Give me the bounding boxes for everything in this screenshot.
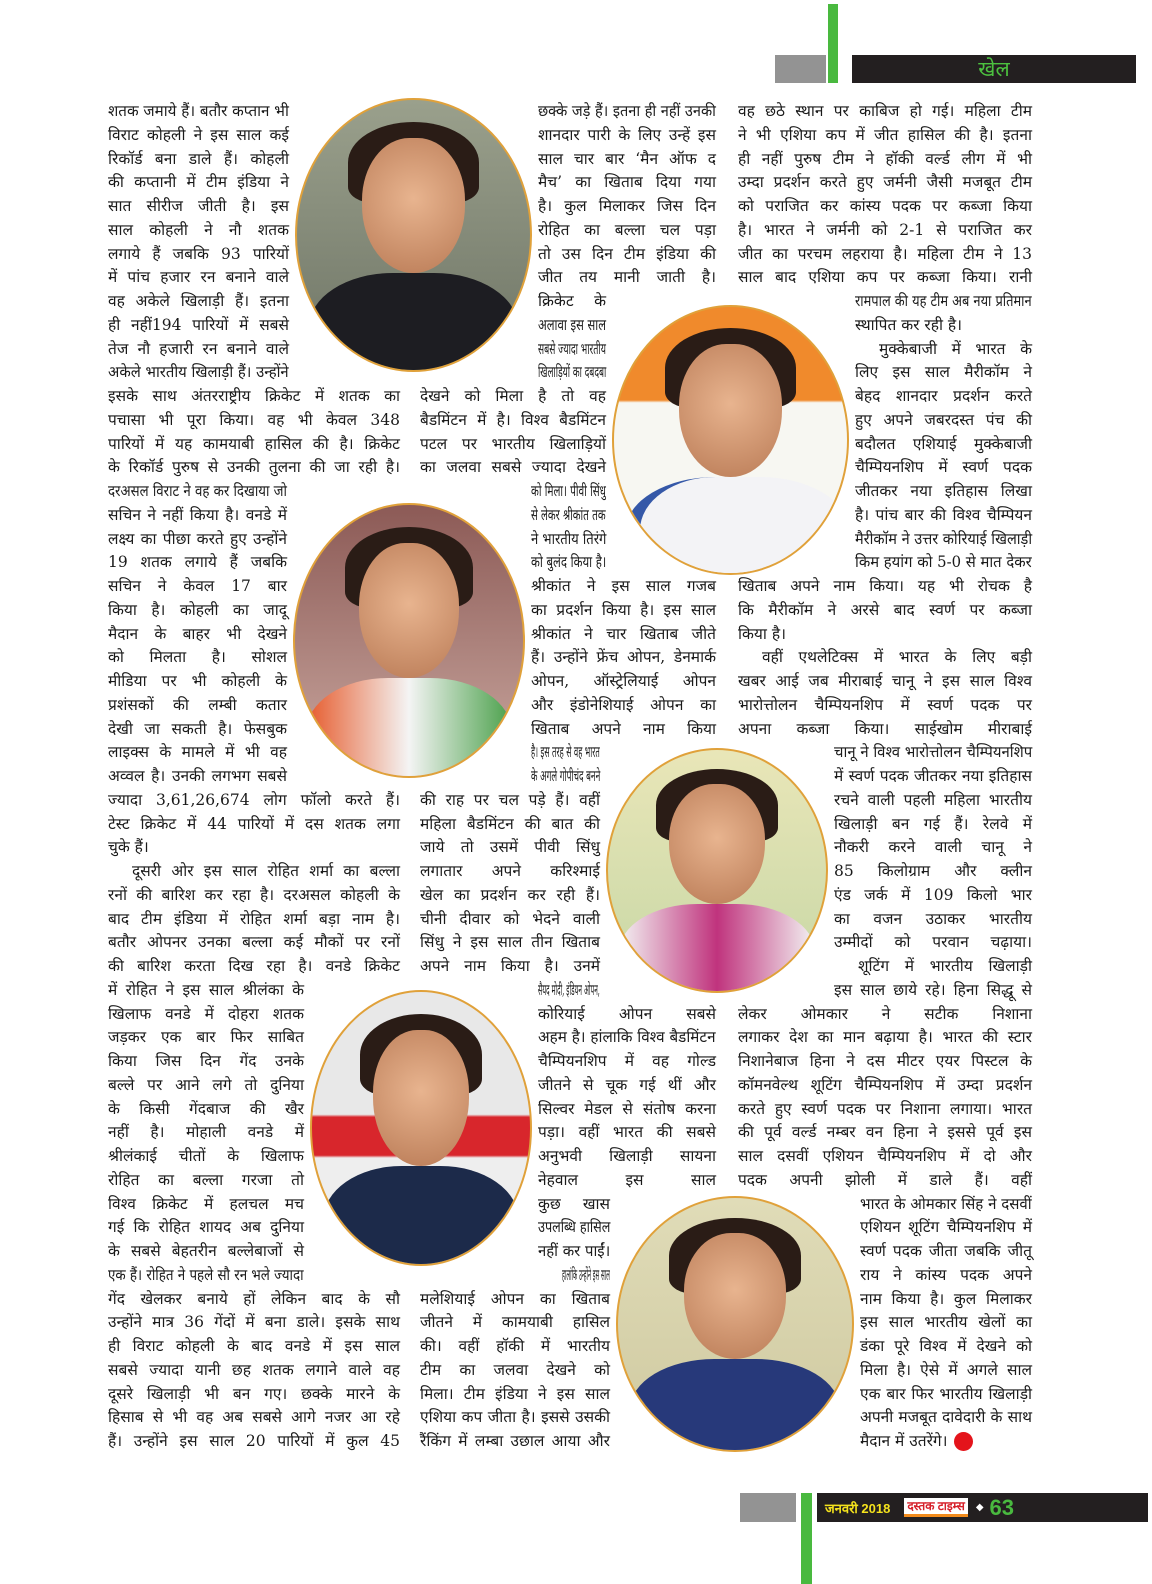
article-line: सबसे ज्यादा यानी छह शतक लगाने वाले वह	[108, 1360, 400, 1379]
article-line: कोरियाई ओपन सबसे	[538, 1004, 716, 1023]
article-line: के सबसे बेहतरीन बल्लेबाजों से	[108, 1242, 304, 1260]
article-line: जीतने से चूक गई थीं और	[538, 1075, 716, 1094]
article-line: किया जिस दिन गेंद उनके	[108, 1052, 304, 1070]
athlete-photo-pistol-shooter	[616, 1196, 854, 1452]
article-line: नौकरी करने वाली चानू ने	[834, 838, 1032, 857]
article-line: की पूर्व वर्ल्ड नम्बर वन हिना ने इससे पूर्व इस	[738, 1123, 1032, 1142]
article-line: भारत के ओमकार सिंह ने दसवीं	[860, 1194, 1032, 1213]
photo-body	[619, 904, 815, 993]
article-line: एक बार फिर भारतीय खिलाड़ी	[860, 1384, 1032, 1403]
article-end-dot	[954, 1432, 973, 1451]
article-line: किया है। कोहली का जादू	[108, 600, 287, 619]
article-line: बैडमिंटन में है। विश्व बैडमिंटन	[420, 410, 606, 429]
header-gray-block	[775, 55, 826, 83]
article-line: चीनी दीवार को भेदने वाली	[420, 909, 600, 928]
article-line: मैदान में उतरेंगे।	[860, 1432, 948, 1450]
article-line: पारियों में यह कामयाबी हासिल की है। क्रिकेट	[108, 434, 400, 453]
article-line: मीडिया पर भी कोहली के	[108, 672, 287, 690]
article-line: साल बाद एशिया कप पर कब्जा किया। रानी	[738, 268, 1032, 287]
article-line: पटल पर भारतीय खिलाड़ियों	[420, 434, 606, 453]
article-line: खबर आई जब मीराबाई चानू ने इस साल विश्व	[738, 672, 1032, 690]
article-line: नहीं कर पाईं।	[538, 1242, 611, 1260]
article-line: इस साल छाये रहे। हिना सिद्धू से	[834, 980, 1032, 999]
article-line: श्रीकांत ने चार खिताब जीते	[531, 624, 716, 643]
article-line: रोहित का बल्ला चल पड़ा	[538, 220, 716, 239]
article-line: खिलाड़ियों का दबदबा	[538, 363, 607, 382]
article-line: लगाकर देश का मान बढ़ाया है। भारत की स्टार	[738, 1028, 1032, 1047]
article-line: जीत तय मानी जाती है।	[538, 268, 716, 287]
article-line: है। इस तरह से वह भारत	[531, 743, 600, 762]
article-line: रनों की बारिश कर रहा है। दरअसल कोहली के	[108, 885, 400, 904]
article-line: बल्ले पर आने लगे तो दुनिया	[108, 1075, 304, 1094]
article-line: जीतने में कामयाबी हासिल	[420, 1313, 610, 1332]
article-line: दूसरे खिलाड़ी भी बन गए। छक्के मारने के	[108, 1384, 400, 1403]
article-line: हिसाब से भी वह अब सबसे आगे नजर आ रहे	[108, 1408, 400, 1427]
article-line: छक्के जड़े हैं। इतना ही नहीं उनकी	[538, 102, 716, 120]
article-line: मैरीकॉम ने उत्तर कोरियाई खिलाड़ी	[855, 529, 1033, 548]
article-line: किया है।	[738, 624, 786, 643]
article-line: सैयद मोदी, इंडियन ओपन,	[538, 980, 600, 999]
article-line: को पराजित कर कांस्य पदक पर कब्जा किया	[738, 197, 1032, 215]
athlete-photo-badminton-player	[295, 98, 532, 372]
article-line: मुक्केबाजी में भारत के	[879, 339, 1032, 358]
article-line: बेहद शानदार प्रदर्शन करते	[855, 387, 1032, 405]
article-line: कॉमनवेल्थ शूटिंग चैम्पियनशिप में उम्दा प्रदर्शन	[738, 1075, 1032, 1094]
article-line: किम हयांग को 5-0 से मात देकर	[855, 553, 1032, 572]
article-line: हैं। उन्होंने फ्रेंच ओपन, डेनमार्क	[531, 648, 716, 667]
article-line: हुए अपने जबरदस्त पंच की	[855, 410, 1032, 429]
article-line: ओपन, ऑस्ट्रेलियाई ओपन	[531, 672, 716, 690]
article-line: शानदार पारी के लिए उन्हें इस	[538, 125, 716, 144]
article-line: से लेकर श्रीकांत तक	[531, 505, 606, 524]
article-line: का प्रदर्शन किया है। इस साल	[531, 600, 716, 619]
photo-body	[306, 678, 511, 778]
article-line: पड़ा। वहीं भारत की सबसे	[538, 1123, 716, 1142]
magazine-logo: दस्तक टाइम्स	[904, 1498, 968, 1517]
article-line: का वजन उठाकर भारतीय	[834, 909, 1032, 928]
article-line: रैंकिंग में लम्बा उछाल आया और	[420, 1432, 610, 1450]
article-line: सात सीरीज जीती है। इस	[108, 197, 289, 215]
article-line: सबसे ज्यादा भारतीय	[538, 339, 606, 358]
athlete-photo-weightlifter	[606, 748, 828, 993]
article-line: राय ने कांस्य पदक अपने	[860, 1265, 1032, 1284]
article-line: खिताब अपने नाम किया। यह भी रोचक है	[738, 577, 1032, 595]
photo-face	[362, 138, 465, 273]
article-line: देखी जा सकती है। फेसबुक	[108, 719, 287, 738]
article-line: खिलाफ वनडे में दोहरा शतक	[108, 1004, 304, 1023]
article-line: शतक जमाये हैं। बतौर कप्तान भी	[108, 102, 289, 120]
article-line: लिए इस साल मैरीकॉम ने	[855, 363, 1032, 382]
article-line: सिंधु ने इस साल तीन खिताब	[420, 933, 600, 952]
article-line: जीत का परचम लहराया है। महिला टीम ने 13	[738, 244, 1032, 263]
article-line: है। भारत ने जर्मनी को 2-1 से पराजित कर	[738, 220, 1032, 239]
article-line: एंड जर्क में 109 किलो भार	[834, 885, 1032, 904]
article-line: पचासा भी पूरा किया। वह भी केवल 348	[108, 410, 400, 429]
article-line: की बारिश करता दिख रहा है। वनडे क्रिकेट	[108, 957, 400, 975]
page-number: 63	[989, 1494, 1014, 1520]
article-line: अपना कब्जा किया। साईखोम मीराबाई	[738, 719, 1032, 738]
article-line: निशानेबाज हिना ने दस मीटर एयर पिस्टल के	[738, 1052, 1032, 1070]
footer-gray-block	[740, 1493, 796, 1522]
footer-bar	[817, 1493, 1148, 1522]
article-line: तेज नौ हजारी रन बनाने वाले	[108, 339, 289, 358]
article-line: अकेले भारतीय खिलाड़ी हैं। उन्होंने	[108, 363, 289, 382]
article-line: सचिन ने केवल 17 बार	[108, 577, 287, 595]
article-line: उम्दा प्रदर्शन करते हुए जर्मनी जैसी मजबूत टीम	[738, 173, 1032, 192]
article-line: 85 किलोग्राम और क्लीन	[834, 862, 1032, 880]
photo-face	[373, 1030, 469, 1166]
article-line: प्रशंसकों की लम्बी कतार	[108, 695, 287, 714]
article-line: एशिया कप जीता है। इससे उसकी	[420, 1408, 610, 1427]
article-line: में पांच हजार रन बनाने वाले	[108, 268, 289, 287]
athlete-photo-boxer	[612, 305, 849, 575]
article-line: वह अकेले खिलाड़ी हैं। इतना	[108, 292, 289, 310]
article-line: अलावा इस साल	[538, 315, 606, 334]
photo-body	[323, 1166, 519, 1266]
article-line: की राह पर चल पड़े हैं। वहीं	[420, 790, 600, 809]
article-line: सचिन ने नहीं किया है। वनडे में	[108, 505, 287, 524]
article-line: टेस्ट क्रिकेट में 44 पारियों में दस शतक लगा	[108, 814, 400, 833]
article-line: चुके हैं।	[108, 838, 149, 857]
article-line: के किसी गेंदबाज की खैर	[108, 1099, 304, 1118]
issue-month: जनवरी 2018	[825, 1500, 891, 1516]
article-line: रामपाल की यह टीम अब नया प्रतिमान	[855, 292, 1032, 310]
article-line: है। कुल मिलाकर जिस दिन	[538, 197, 716, 215]
article-line: को मिला। पीवी सिंधु	[531, 482, 606, 500]
article-line: वहीं एथलेटिक्स में भारत के लिए बड़ी	[762, 648, 1032, 667]
article-line: अनुभवी खिलाड़ी सायना	[538, 1147, 716, 1165]
article-line: सिल्वर मेडल से संतोष करना	[538, 1099, 716, 1118]
article-line: चैम्पियनशिप में स्वर्ण पदक	[855, 458, 1032, 477]
photo-face	[679, 344, 782, 477]
article-line: खेल का प्रदर्शन कर रही हैं।	[420, 885, 600, 904]
article-line: ही विराट कोहली के बाद वनडे में इस साल	[108, 1337, 400, 1355]
article-line: बतौर ओपनर उनका बल्ला कई मौकों पर रनों	[108, 933, 400, 952]
article-line: ने भी एशिया कप में जीत हासिल की है। इतना	[738, 125, 1032, 144]
article-line: जड़कर एक बार फिर साबित	[108, 1028, 304, 1047]
header-green-bar	[828, 4, 838, 83]
diamond-separator-icon: ◆	[975, 1502, 984, 1513]
article-line: नाम किया है। कुल मिलाकर	[860, 1289, 1032, 1308]
article-line: मैदान के बाहर भी देखने	[108, 624, 287, 643]
article-line: स्थापित कर रही है।	[855, 315, 963, 334]
article-line: भारोत्तोलन चैम्पियनशिप में स्वर्ण पदक पर	[738, 695, 1032, 714]
section-header-bar	[852, 55, 1136, 83]
article-line: गई कि रोहित शायद अब दुनिया	[108, 1218, 304, 1237]
article-line: एक हैं। रोहित ने पहले सौ रन भले ज्यादा	[108, 1265, 304, 1284]
article-line: इस साल भारतीय खेलों का	[860, 1313, 1032, 1332]
article-line: और इंडोनेशियाई ओपन का	[531, 695, 716, 714]
article-line: करते हुए स्वर्ण पदक पर निशाना लगाया। भारत	[738, 1099, 1032, 1118]
article-line: शूटिंग में भारतीय खिलाड़ी	[858, 957, 1032, 975]
article-line: विराट कोहली ने इस साल कई	[108, 125, 289, 144]
article-line: चैम्पियनशिप में वह गोल्ड	[538, 1052, 716, 1070]
article-line: स्वर्ण पदक जीता जबकि जीतू	[860, 1242, 1032, 1260]
article-line: हैं। उन्होंने इस साल 20 पारियों में कुल 45	[108, 1432, 400, 1450]
article-line: 19 शतक लगाये हैं जबकि	[108, 553, 287, 572]
photo-body	[630, 1359, 841, 1452]
article-line: एशियन शूटिंग चैम्पियनशिप में	[860, 1218, 1032, 1237]
article-line: को बुलंद किया है।	[531, 553, 607, 572]
article-line: में स्वर्ण पदक जीतकर नया इतिहास	[834, 767, 1032, 785]
photo-face	[359, 543, 459, 679]
article-line: महिला बैडमिंटन की बात की	[420, 814, 600, 833]
article-line: दरअसल विराट ने वह कर दिखाया जो	[108, 482, 287, 500]
article-line: डंका पूरे विश्व में देखने को	[860, 1337, 1032, 1355]
article-line: गेंद खेलकर बनाये हों लेकिन बाद के सौ	[108, 1289, 400, 1308]
article-line: के अगले गोपीचंद बनने	[531, 767, 601, 785]
article-line: उन्होंने मात्र 36 गेंदों में बना डाले। इसके साथ	[108, 1313, 400, 1332]
article-line: मैच’ का खिताब दिया गया	[538, 173, 716, 192]
article-line: जाये तो उसमें पीवी सिंधु	[420, 838, 600, 857]
article-line: अपने नाम किया है। उनमें	[420, 957, 600, 975]
article-line: श्रीलंकाई चीतों के खिलाफ	[108, 1147, 304, 1165]
article-line: लेकर ओमकार ने सटीक निशाना	[738, 1004, 1032, 1023]
article-line: उपलब्धि हासिल	[538, 1218, 611, 1237]
article-line: के रिकॉर्ड पुरुष से उनकी तुलना की जा रही है।	[108, 458, 400, 477]
article-line: साल चार बार ‘मैन ऑफ द	[538, 149, 716, 168]
article-line: है। पांच बार की विश्व चैम्पियन	[855, 505, 1032, 524]
article-line: नहीं है। मोहाली वनडे में	[108, 1123, 304, 1142]
article-line: रचने वाली पहली महिला भारतीय	[834, 790, 1032, 809]
article-line: नेहवाल इस साल	[538, 1170, 716, 1189]
article-line: का जलवा सबसे ज्यादा देखने	[420, 458, 606, 477]
article-line: को मिलता है। सोशल	[108, 648, 287, 667]
article-line: लगातार अपने करिश्माई	[420, 862, 600, 880]
article-line: मलेशियाई ओपन का खिताब	[420, 1289, 610, 1308]
article-line: की कप्तानी में टीम इंडिया ने	[108, 173, 289, 192]
article-line: में रोहित ने इस साल श्रीलंका के	[108, 980, 304, 999]
section-title: खेल	[978, 57, 1010, 81]
photo-body	[626, 477, 849, 575]
article-line: साल दसवीं एशियन चैम्पियनशिप में दो और	[738, 1147, 1032, 1165]
article-line: की। वहीं हॉकी में भारतीय	[420, 1337, 610, 1355]
athlete-photo-shooter	[310, 990, 532, 1266]
photo-face	[669, 784, 765, 905]
article-line: खिलाड़ी बन गई हैं। रेलवे में	[834, 814, 1032, 833]
article-line: रिकॉर्ड बना डाले हैं। कोहली	[108, 149, 289, 168]
article-line: क्रिकेट के	[538, 292, 606, 310]
article-line: कुछ खास	[538, 1194, 610, 1213]
article-line: उम्मीदों को परवान चढ़ाया।	[834, 933, 1032, 952]
article-line: रोहित का बल्ला गरजा तो	[108, 1170, 304, 1189]
article-line: अव्वल है। उनकी लगभग सबसे	[108, 767, 287, 785]
article-line: तो उस दिन टीम इंडिया की	[538, 244, 716, 263]
article-line: देखने को मिला है तो वह	[420, 387, 606, 405]
article-line: मिला है। ऐसे में अगले साल	[860, 1360, 1032, 1379]
article-line: चानू ने विश्व भारोत्तोलन चैम्पियनशिप	[834, 743, 1033, 762]
article-line: टीम का जलवा देखने को	[420, 1360, 610, 1379]
article-line: बदौलत एशियाई मुक्केबाजी	[855, 434, 1032, 453]
athlete-photo-hockey-captain	[293, 503, 525, 778]
article-line: विश्व क्रिकेट में हलचल मच	[108, 1194, 304, 1213]
article-line: कि मैरीकॉम ने अरसे बाद स्वर्ण पर कब्जा	[738, 600, 1032, 619]
article-line: दूसरी ओर इस साल रोहित शर्मा का बल्ला	[132, 862, 400, 880]
photo-face	[684, 1233, 787, 1359]
article-line: इसके साथ अंतरराष्ट्रीय क्रिकेट में शतक का	[108, 387, 400, 405]
article-line: लक्ष्य का पीछा करते हुए उन्होंने	[108, 529, 287, 548]
article-line: वह छठे स्थान पर काबिज हो गई। महिला टीम	[738, 102, 1032, 120]
article-line: हालांकि उन्होंने इस साल	[562, 1265, 610, 1284]
article-line: जीतकर नया इतिहास लिखा	[855, 482, 1032, 500]
article-line: अपनी मजबूत दावेदारी के साथ	[860, 1408, 1032, 1427]
article-line: साल कोहली ने नौ शतक	[108, 220, 289, 239]
article-line: मिला। टीम इंडिया ने इस साल	[420, 1384, 610, 1403]
photo-body	[309, 273, 519, 372]
article-line: लाइक्स के मामले में भी वह	[108, 743, 287, 762]
article-line: खिताब अपने नाम किया	[531, 719, 716, 738]
article-line: ज्यादा 3,61,26,674 लोग फॉलो करते हैं।	[108, 790, 400, 809]
article-line: श्रीकांत ने इस साल गजब	[531, 577, 716, 595]
article-line: बाद टीम इंडिया में रोहित शर्मा बड़ा नाम है।	[108, 909, 400, 928]
article-line: अहम है। हांलाकि विश्व बैडमिंटन	[538, 1028, 716, 1047]
article-line: ही नहीं पुरुष टीम ने हॉकी वर्ल्ड लीग में भी	[738, 149, 1032, 168]
article-line: लगाये हैं जबकि 93 पारियों	[108, 244, 289, 263]
article-line: ने भारतीय तिरंगे	[531, 529, 607, 548]
footer-green-bar	[801, 1493, 812, 1584]
article-line: पदक अपनी झोली में डाले हैं। वहीं	[738, 1170, 1032, 1189]
article-line: ही नहीं194 पारियों में सबसे	[108, 315, 289, 334]
